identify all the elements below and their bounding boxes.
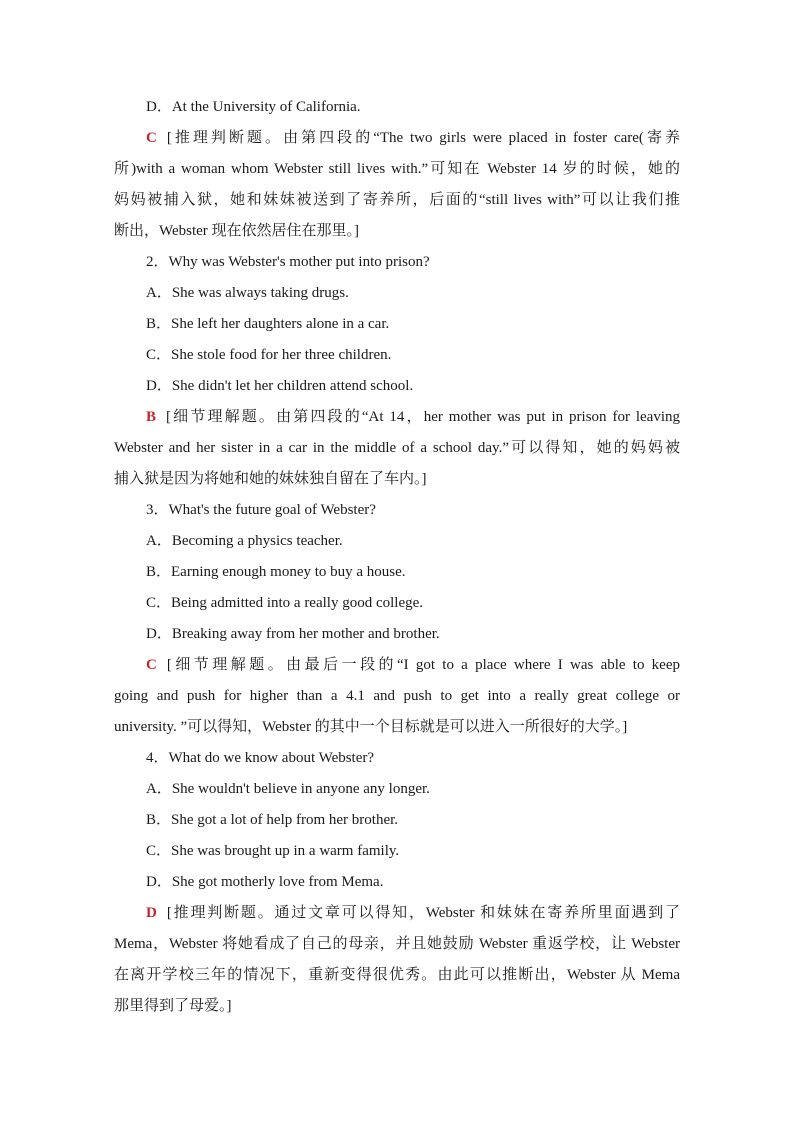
q3-option-c: C．Being admitted into a really good college. <box>146 595 424 611</box>
q4-option-d: D．She got motherly love from Mema. <box>146 874 384 890</box>
q4-option-c: C．She was brought up in a warm family. <box>146 843 400 859</box>
q2-option-d: D．She didn't let her children attend school. <box>146 378 414 394</box>
q1-explanation-line: 所)with a woman whom Webster still lives with.”可知在 Webster 14 岁的时候，她的 <box>114 161 680 177</box>
q3-answer: C <box>146 657 157 673</box>
q3-explanation-line: university. ”可以得知，Webster 的其中一个目标就是可以进入一所很好的大学。] <box>114 719 628 735</box>
q4-explanation-text: [推理判断题。通过文章可以得知，Webster 和妹妹在寄养所里面遇到了 <box>166 905 680 921</box>
q2-option-b: B．She left her daughters alone in a car. <box>146 316 390 332</box>
q4-explanation-line: 那里得到了母爱。] <box>114 998 232 1014</box>
q2-explanation-line: 捕入狱是因为将她和她的妹妹独自留在了车内。] <box>114 471 427 487</box>
q4-explanation-line: Mema，Webster 将她看成了自己的母亲，并且她鼓励 Webster 重返学校，让 Webster <box>114 936 680 952</box>
q4-option-a: A．She wouldn't believe in anyone any longer. <box>146 781 430 797</box>
q2-explanation-line: Webster and her sister in a car in the middle of a school day.”可以得知，她的妈妈被 <box>114 440 680 456</box>
q2-explanation-line <box>114 402 680 433</box>
q2-option-c: C．She stole food for her three children. <box>146 347 392 363</box>
q1-explanation-line: 妈妈被捕入狱，她和妹妹被送到了寄养所，后面的“still lives with”可以让我们推 <box>114 192 680 208</box>
q3-option-a: A．Becoming a physics teacher. <box>146 533 343 549</box>
q4-option-b: B．She got a lot of help from her brother. <box>146 812 399 828</box>
document-page <box>114 92 680 1022</box>
q1-explanation-line: 断出，Webster 现在依然居住在那里。] <box>114 223 360 239</box>
q4-question: 4．What do we know about Webster? <box>146 750 375 766</box>
q4-answer: D <box>146 905 157 921</box>
q1-explanation-line <box>114 123 680 154</box>
q4-explanation-line: 在离开学校三年的情况下，重新变得很优秀。由此可以推断出，Webster 从 Mema <box>114 967 680 983</box>
q2-question: 2．Why was Webster's mother put into prison? <box>146 254 430 270</box>
q3-explanation-line <box>114 650 680 681</box>
q2-explanation-text: [细节理解题。由第四段的“At 14，her mother was put in prison for leaving <box>166 409 680 425</box>
q4-explanation-line <box>114 898 680 929</box>
q3-option-b: B．Earning enough money to buy a house. <box>146 564 406 580</box>
q3-explanation-text: [细节理解题。由最后一段的“I got to a place where I was able to keep <box>166 657 680 673</box>
q1-option-d: D．At the University of California. <box>146 99 361 115</box>
q1-explanation-text: [推理判断题。由第四段的“The two girls were placed in foster care(寄养 <box>166 130 680 146</box>
q1-answer: C <box>146 130 157 146</box>
q3-option-d: D．Breaking away from her mother and brother. <box>146 626 440 642</box>
q3-explanation-line: going and push for higher than a 4.1 and push to get into a really great college or <box>114 688 680 704</box>
q3-question: 3．What's the future goal of Webster? <box>146 502 376 518</box>
q2-answer: B <box>146 409 157 425</box>
q2-option-a: A．She was always taking drugs. <box>146 285 349 301</box>
